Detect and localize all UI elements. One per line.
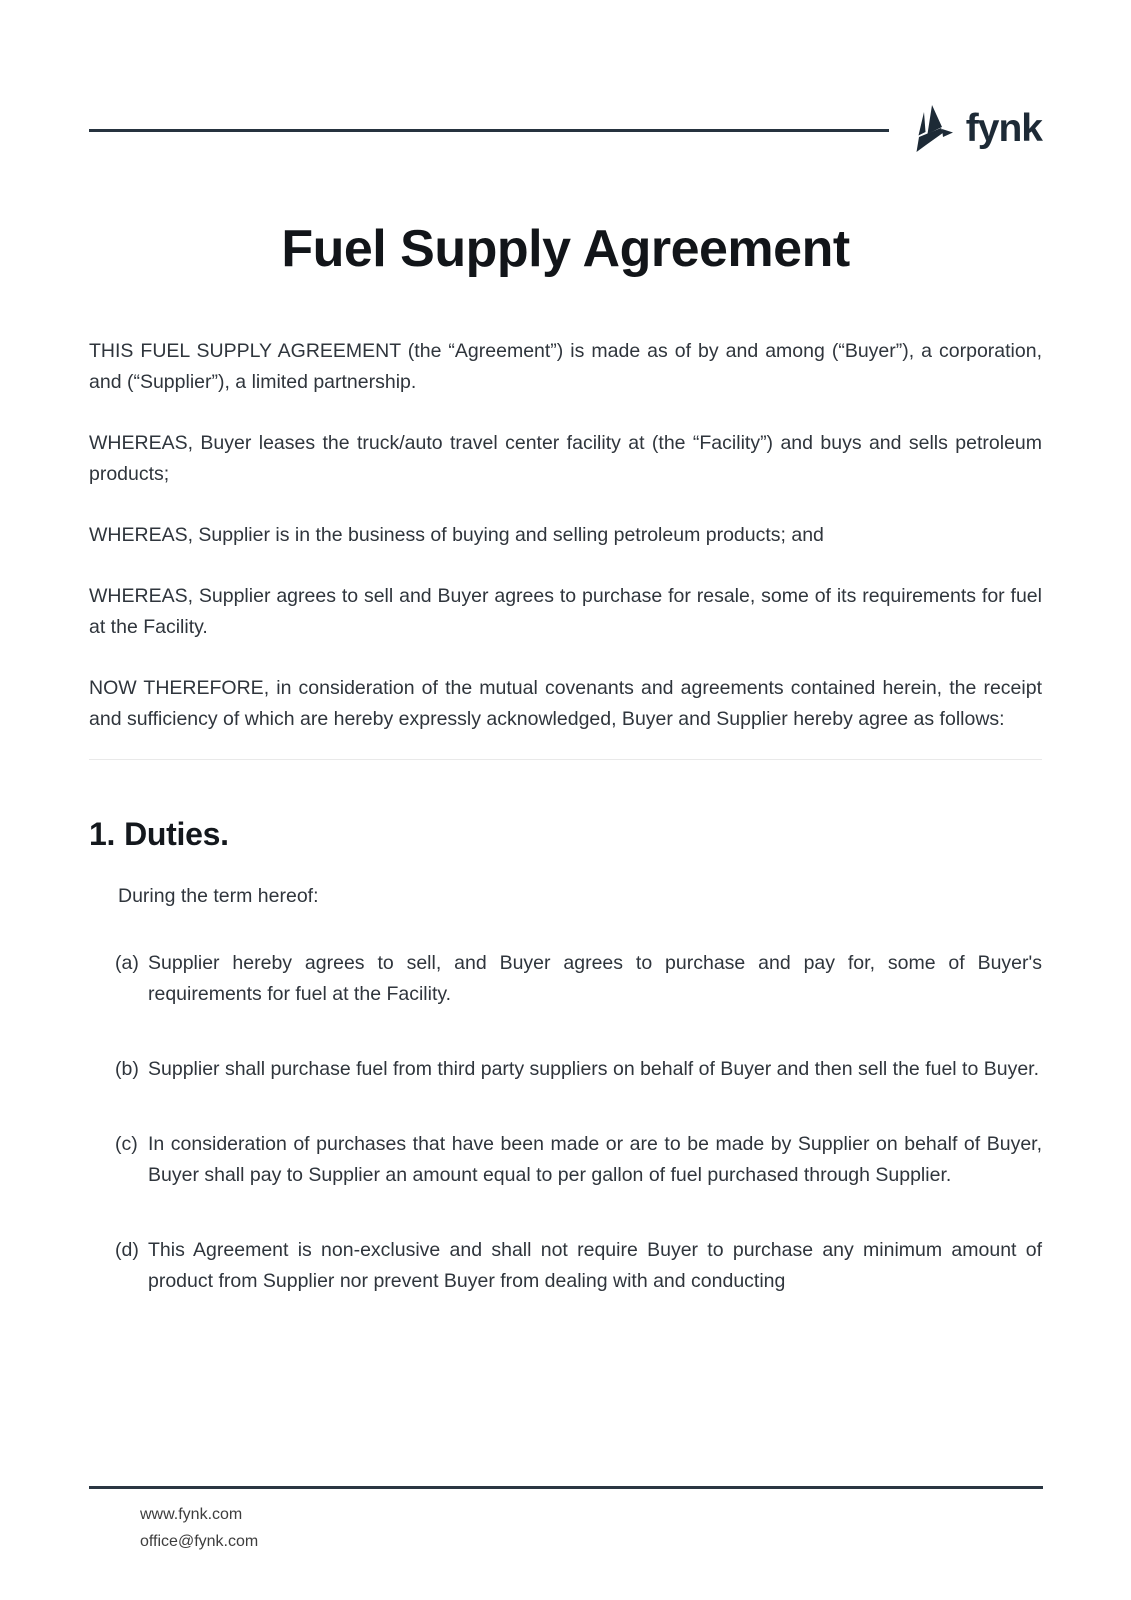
section-title: Duties. <box>124 816 229 853</box>
footer-email: office@fynk.com <box>140 1533 259 1550</box>
footer-website: www.fynk.com <box>140 1506 243 1523</box>
footer-contacts <box>89 1489 1043 1555</box>
page-footer <box>89 1486 1043 1555</box>
list-item-label: (a) <box>115 952 139 975</box>
brand-name: fynk <box>965 106 1042 150</box>
list-item-text: In consideration of purchases that have been made or are to be made by Supplier on behalf of Buyer, Buyer shall pay to Supplier an amount equal to per gallon of fuel purchased through Supplier. <box>148 1133 1042 1187</box>
clause-list <box>115 948 1042 1297</box>
intro-paragraph: WHEREAS, Supplier is in the business of buying and selling petroleum products; and <box>89 524 824 547</box>
intro-paragraph: WHEREAS, Buyer leases the truck/auto travel center facility at (the “Facility”) and buys and sells petroleum products; <box>89 432 1042 486</box>
page-header <box>89 102 1042 158</box>
header-rule <box>89 129 889 132</box>
list-item <box>115 948 1042 1010</box>
section-lead: During the term hereof: <box>118 885 319 908</box>
list-item-label: (d) <box>115 1239 139 1262</box>
list-item <box>115 1235 1042 1297</box>
intro-section <box>89 336 1042 735</box>
list-item <box>115 1054 1042 1085</box>
intro-paragraph: NOW THEREFORE, in consideration of the mutual covenants and agreements contained herein, the receipt and sufficiency of which are hereby expressly acknowledged, Buyer and Supplier hereby agree as follows: <box>89 677 1042 731</box>
origami-bird-icon <box>909 104 956 157</box>
list-item-label: (c) <box>115 1133 138 1156</box>
section-number: 1. <box>89 816 116 853</box>
section-divider <box>89 759 1042 760</box>
list-item-text: This Agreement is non-exclusive and shall not require Buyer to purchase any minimum amount of product from Supplier nor prevent Buyer from dealing with and conducting <box>148 1239 1042 1293</box>
intro-paragraph: WHEREAS, Supplier agrees to sell and Buyer agrees to purchase for resale, some of its requirements for fuel at the Facility. <box>89 585 1042 639</box>
document-title: Fuel Supply Agreement <box>281 220 850 278</box>
list-item-text: Supplier hereby agrees to sell, and Buyer agrees to purchase and pay for, some of Buyer's requirements for fuel at the Facility. <box>148 952 1042 1006</box>
section-heading <box>89 816 1042 853</box>
brand-logo <box>909 104 1042 157</box>
list-item <box>115 1129 1042 1191</box>
intro-paragraph: THIS FUEL SUPPLY AGREEMENT (the “Agreement”) is made as of by and among (“Buyer”), a corporation, and (“Supplier”), a limited partnership. <box>89 340 1042 394</box>
list-item-text: Supplier shall purchase fuel from third party suppliers on behalf of Buyer and then sell the fuel to Buyer. <box>148 1058 1040 1081</box>
list-item-label: (b) <box>115 1058 139 1081</box>
